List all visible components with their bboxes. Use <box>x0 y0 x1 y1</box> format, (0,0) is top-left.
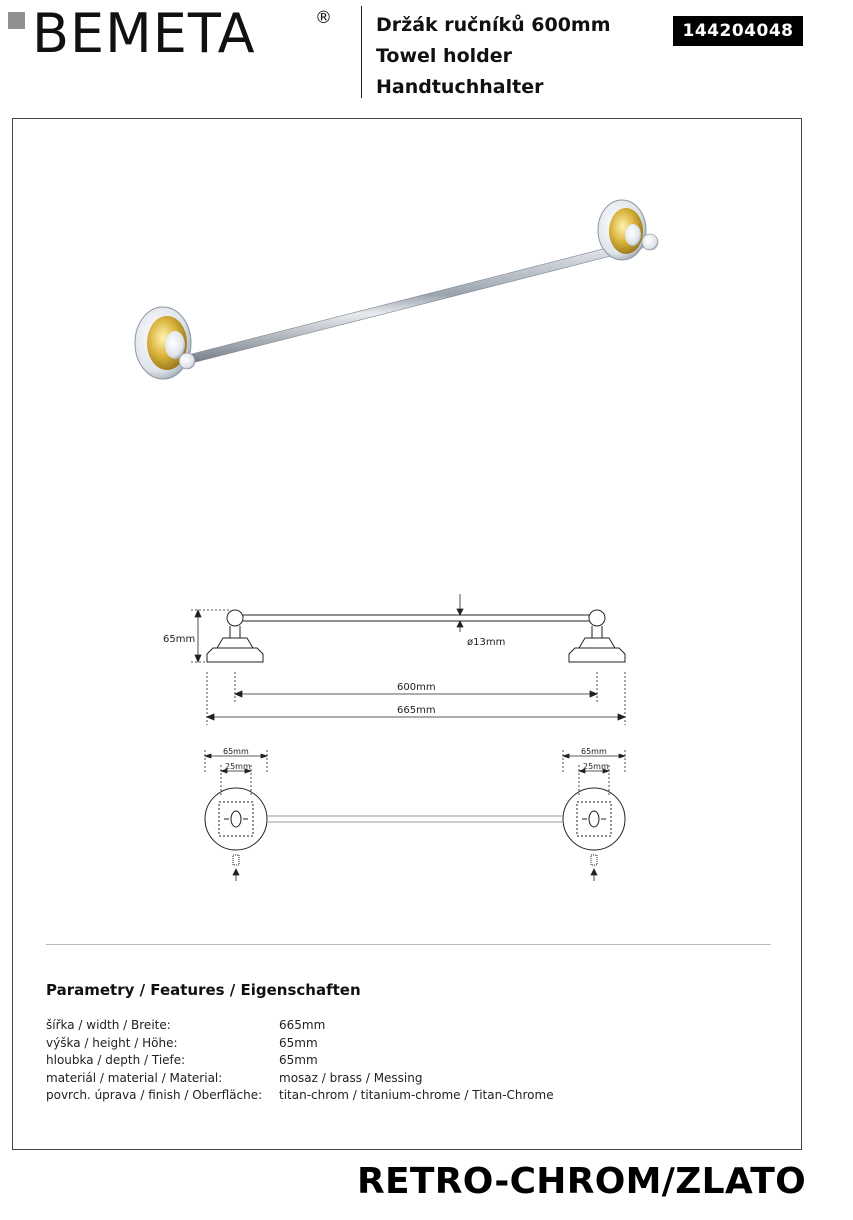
feature-label: materiál / material / Material: <box>46 1070 223 1085</box>
right-inner-dimension: 25mm <box>583 762 609 771</box>
series-name: RETRO-CHROM/ZLATO <box>356 1161 806 1202</box>
left-inner-dimension: 25mm <box>225 762 251 771</box>
feature-row <box>46 1070 554 1088</box>
feature-value: 65mm <box>279 1053 318 1067</box>
feature-label: výška / height / Höhe: <box>46 1035 178 1050</box>
feature-row <box>46 1035 554 1053</box>
registered-mark: ® <box>315 8 332 28</box>
feature-value: 65mm <box>279 1035 318 1050</box>
features-table <box>46 1017 554 1105</box>
side-view-drawing <box>163 580 645 730</box>
left-outer-dimension: 65mm <box>223 747 249 756</box>
logo-mark <box>8 12 25 29</box>
outer-length-label: 665mm <box>397 705 436 716</box>
title-german: Handtuchhalter <box>376 76 544 98</box>
feature-label: hloubka / depth / Tiefe: <box>46 1053 186 1067</box>
section-divider <box>46 944 771 945</box>
product-code-badge: 144204048 <box>673 16 803 46</box>
inner-length-label: 600mm <box>397 682 436 693</box>
header-divider <box>361 6 362 98</box>
feature-value: mosaz / brass / Messing <box>279 1070 423 1085</box>
right-outer-dimension: 65mm <box>581 747 607 756</box>
feature-value: titan-chrom / titanium-chrome / Titan-Chrome <box>279 1088 554 1102</box>
feature-row <box>46 1052 554 1070</box>
feature-row <box>46 1017 554 1035</box>
product-image <box>125 195 665 395</box>
feature-value: 665mm <box>279 1018 326 1032</box>
feature-row <box>46 1087 554 1105</box>
mounting-view-drawing <box>185 745 645 885</box>
title-english: Towel holder <box>376 45 513 67</box>
feature-label: šířka / width / Breite: <box>46 1018 171 1032</box>
title-czech: Držák ručníků 600mm <box>376 14 611 36</box>
diameter-dimension-label: ø13mm <box>467 637 506 648</box>
features-heading: Parametry / Features / Eigenschaften <box>46 981 361 999</box>
height-dimension-label: 65mm <box>163 634 196 645</box>
brand-logo: BEMETA <box>32 2 256 65</box>
feature-label: povrch. úprava / finish / Oberfläche: <box>46 1088 263 1102</box>
product-titles <box>376 10 611 103</box>
